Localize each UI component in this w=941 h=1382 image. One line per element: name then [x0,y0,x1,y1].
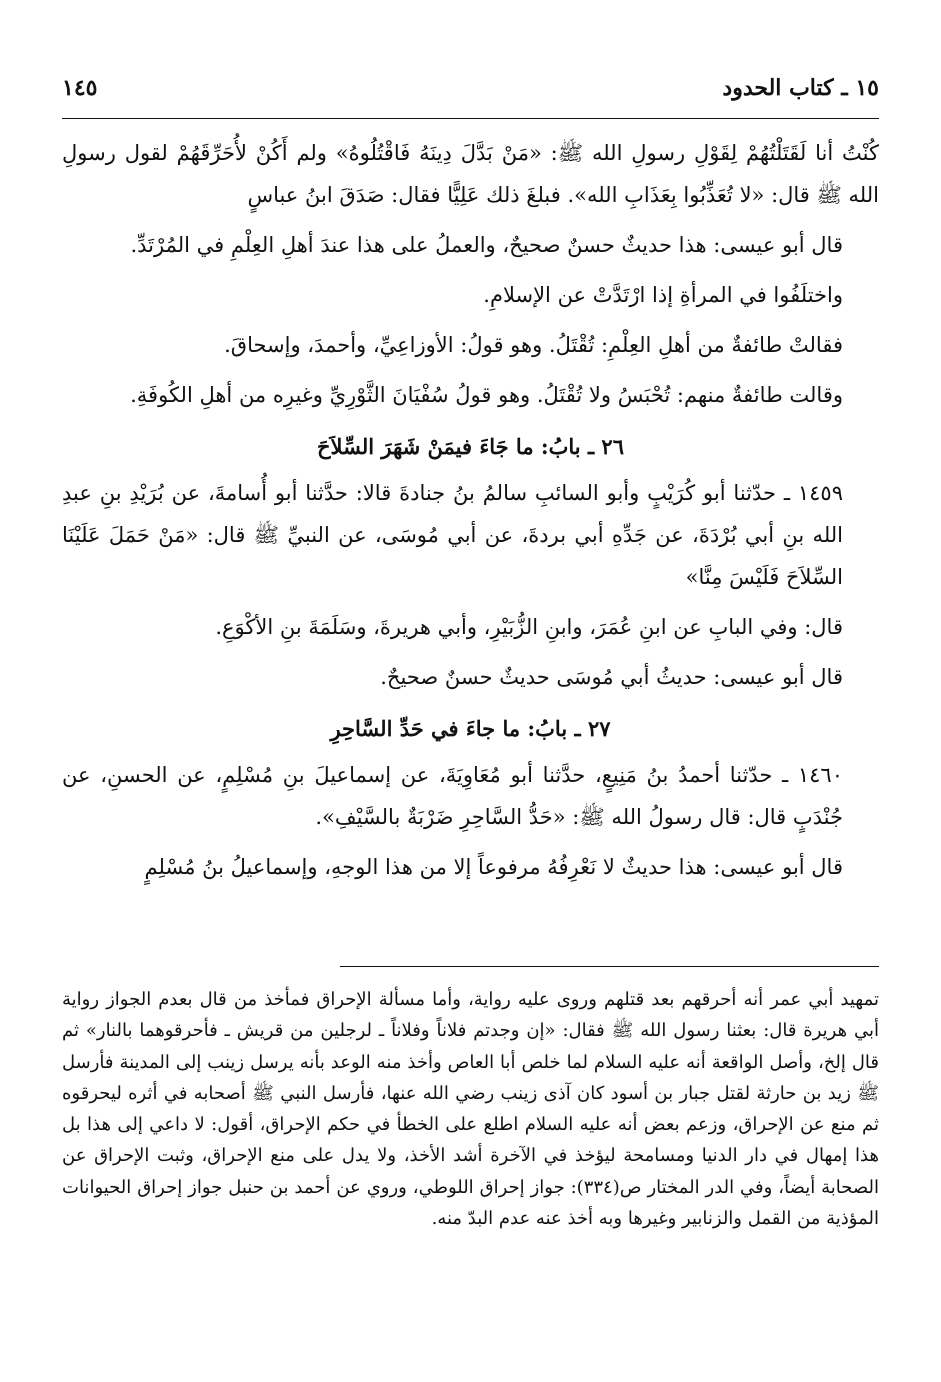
paragraph-8: قال أبو عيسى: حديثُ أبي مُوسَى حديثٌ حسنٌ صحيحٌ. [380,665,843,689]
paragraph-7: قال: وفي البابِ عن ابنِ عُمَرَ، وابنِ الزُّبَيْرِ، وأبي هريرةَ، وسَلَمَةَ بنِ الأكْوَعِ. [215,615,843,639]
paragraph-10: قال أبو عيسى: هذا حديثٌ لا نَعْرِفُهُ مرفوعاً إلا من هذا الوجهِ، وإسماعيلُ بنُ مُسْلِمٍ [144,855,843,879]
hadith-1460: ١٤٦٠ ـ حدّثنا أحمدُ بنُ مَنِيعٍ، حدَّثنا أبو مُعَاوِيَةَ، عن إسماعيلَ بنِ مُسْلِمٍ، عن الحسنِ، عن جُنْدَبٍ قال: قال رسولُ الله ﷺ: «حَدُّ السَّاحِرِ ضَرْبَةٌ بالسَّيْفِ». [62,763,843,829]
footnote-rule [340,966,879,967]
paragraph-3: واختلَفُوا في المرأةِ إذا ارْتَدَّتْ عن الإسلامِ. [483,283,843,307]
paragraph-1: كُنْتُ أنا لَقَتَلْتُهُمْ لِقَوْلِ رسولِ الله ﷺ: «مَنْ بَدَّلَ دِينَهُ فَاقْتُلُوهُ» ولم أَكُنْ لأُحَرِّقَهُمْ لقول رسولِ الله ﷺ قال: «لا تُعَذِّبُوا بِعَذَابِ الله». فبلغَ ذلك عَلِيًّا فقال: صَدَقَ ابنُ عباسٍ [62,141,879,207]
footnotes [62,984,879,1234]
hadith-1459: ١٤٥٩ ـ حدّثنا أبو كُرَيْبٍ وأبو السائبِ سالمُ بنُ جنادةَ قالا: حدَّثنا أبو أُسامةَ، عن بُرَيْدِ بنِ عبدِ الله بنِ أبي بُرْدَةَ، عن جَدِّهِ أبي بردةَ، عن أبي مُوسَى، عن النبيِّ ﷺ قال: «مَنْ حَمَلَ عَلَيْنَا السِّلاَحَ فَلَيْسَ مِنَّا» [62,481,843,589]
paragraph-4: فقالتْ طائفةٌ من أهلِ العِلْمِ: تُقْتَلُ. وهو قولُ: الأوزاعِيِّ، وأحمدَ، وإسحاقَ. [224,333,843,357]
header-rule [62,118,879,119]
main-text [62,132,879,888]
paragraph-5: وقالت طائفةٌ منهم: تُحْبَسُ ولا تُقْتَلُ. وهو قولُ سُفْيَانَ الثَّوْرِيِّ وغيرِه من أهلِ الكُوفَةِ. [130,383,843,407]
page-number: ١٤٥ [62,75,98,101]
page-header [62,68,879,108]
chapter-heading-26: ٢٦ ـ بابُ: ما جَاءَ فيمَنْ شَهَرَ السِّلاَحَ [317,434,624,459]
paragraph-2: قال أبو عيسى: هذا حديثٌ حسنٌ صحيحٌ، والعملُ على هذا عندَ أهلِ العِلْمِ في المُرْتَدِّ. [130,233,843,257]
chapter-title: ١٥ ـ كتاب الحدود [722,75,879,101]
chapter-heading-27: ٢٧ ـ بابُ: ما جاءَ في حَدِّ السَّاحِرِ [330,716,611,741]
footnote-text: تمهيد أبي عمر أنه أحرقهم بعد قتلهم وروى عليه رواية، وأما مسألة الإحراق فمأخذ من قال بعدم الجواز رواية أبي هريرة قال: بعثنا رسول الله ﷺ فقال: «إن وجدتم فلاناً وفلاناً ـ لرجلين من قريش ـ فأحرقوهما بالنار» ثم قال إلخ، وأصل الواقعة أنه عليه السلام لما خلص أبا العاص وأخذ منه الوعد بأنه يرسل زينب إلى المدينة فأرسل ﷺ زيد بن حارثة لقتل جبار بن أسود كان آذى زينب رضي الله عنها، فأرسل النبي ﷺ أصحابه في أثره ليحرقوه ثم منع عن الإحراق، وزعم بعض أنه عليه السلام اطلع على الخطأ في حكم الإحراق، أقول: لا داعي إلى هذا بل هذا إمهال في دار الدنيا ومسامحة ليؤخذ في الآخرة أشد الأخذ، ولا يدل على منع الإحراق، وثبت الإحراق عن الصحابة أيضاً، وفي الدر المختار ص(٣٣٤): جواز إحراق اللوطي، وروي عن أحمد بن حنبل جواز إحراق الحيوانات المؤذية من القمل والزنابير وغيرها وبه أخذ عنه عدم البدّ منه. [62,989,879,1230]
